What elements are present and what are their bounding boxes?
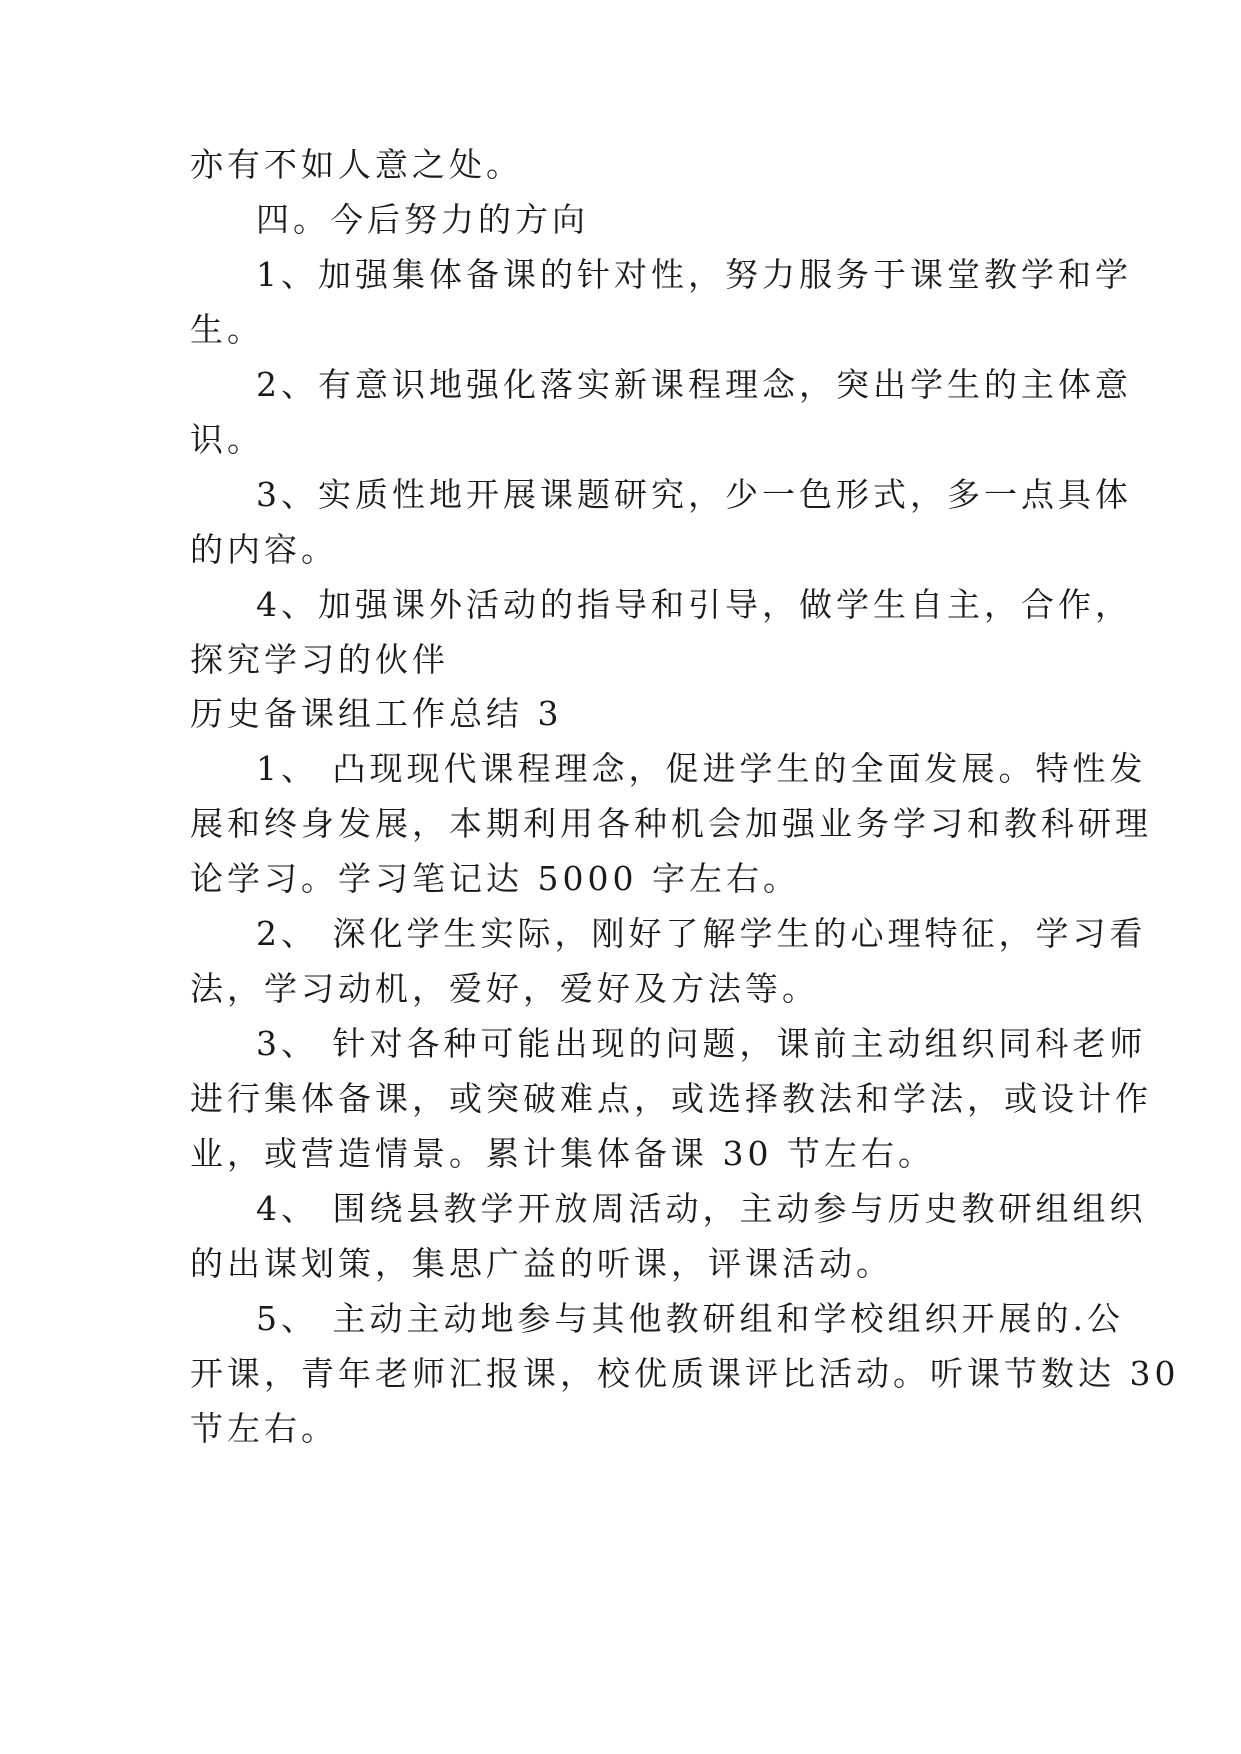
list-item: 2、有意识地强化落实新课程理念，突出学生的主体意 <box>256 365 1132 404</box>
list-item: 1、加强集体备课的针对性，努力服务于课堂教学和学 <box>256 255 1132 294</box>
text-line: 探究学习的伙伴 <box>190 640 449 679</box>
section-title: 历史备课组工作总结 3 <box>190 694 563 733</box>
list-item: 4、 围绕县教学开放周活动，主动参与历史教研组组织 <box>256 1189 1147 1228</box>
text-line: 亦有不如人意之处。 <box>190 145 523 184</box>
text-line: 展和终身发展，本期利用各种机会加强业务学习和教科研理 <box>190 804 1152 843</box>
section-heading: 四。今后努力的方向 <box>256 200 589 239</box>
text-line: 的内容。 <box>190 530 338 569</box>
text-line: 开课，青年老师汇报课，校优质课评比活动。听课节数达 30 <box>190 1354 1180 1393</box>
text-line: 的出谋划策，集思广益的听课，评课活动。 <box>190 1244 893 1283</box>
list-item: 5、 主动主动地参与其他教研组和学校组织开展的.公 <box>256 1299 1124 1338</box>
list-item: 4、加强课外活动的指导和引导，做学生自主，合作， <box>256 585 1132 624</box>
text-line: 节左右。 <box>190 1409 338 1448</box>
text-line: 法，学习动机，爱好，爱好及方法等。 <box>190 969 819 1008</box>
list-item: 3、 针对各种可能出现的问题，课前主动组织同科老师 <box>256 1024 1147 1063</box>
text-line: 论学习。学习笔记达 5000 字左右。 <box>190 859 800 898</box>
list-item: 1、 凸现现代课程理念，促进学生的全面发展。特性发 <box>256 749 1147 788</box>
text-line: 进行集体备课，或突破难点，或选择教法和学法，或设计作 <box>190 1079 1152 1118</box>
text-line: 识。 <box>190 420 264 459</box>
text-line: 业，或营造情景。累计集体备课 30 节左右。 <box>190 1134 935 1173</box>
list-item: 2、 深化学生实际，刚好了解学生的心理特征，学习看 <box>256 914 1147 953</box>
text-line: 生。 <box>190 310 264 349</box>
list-item: 3、实质性地开展课题研究，少一色形式，多一点具体 <box>256 475 1132 514</box>
